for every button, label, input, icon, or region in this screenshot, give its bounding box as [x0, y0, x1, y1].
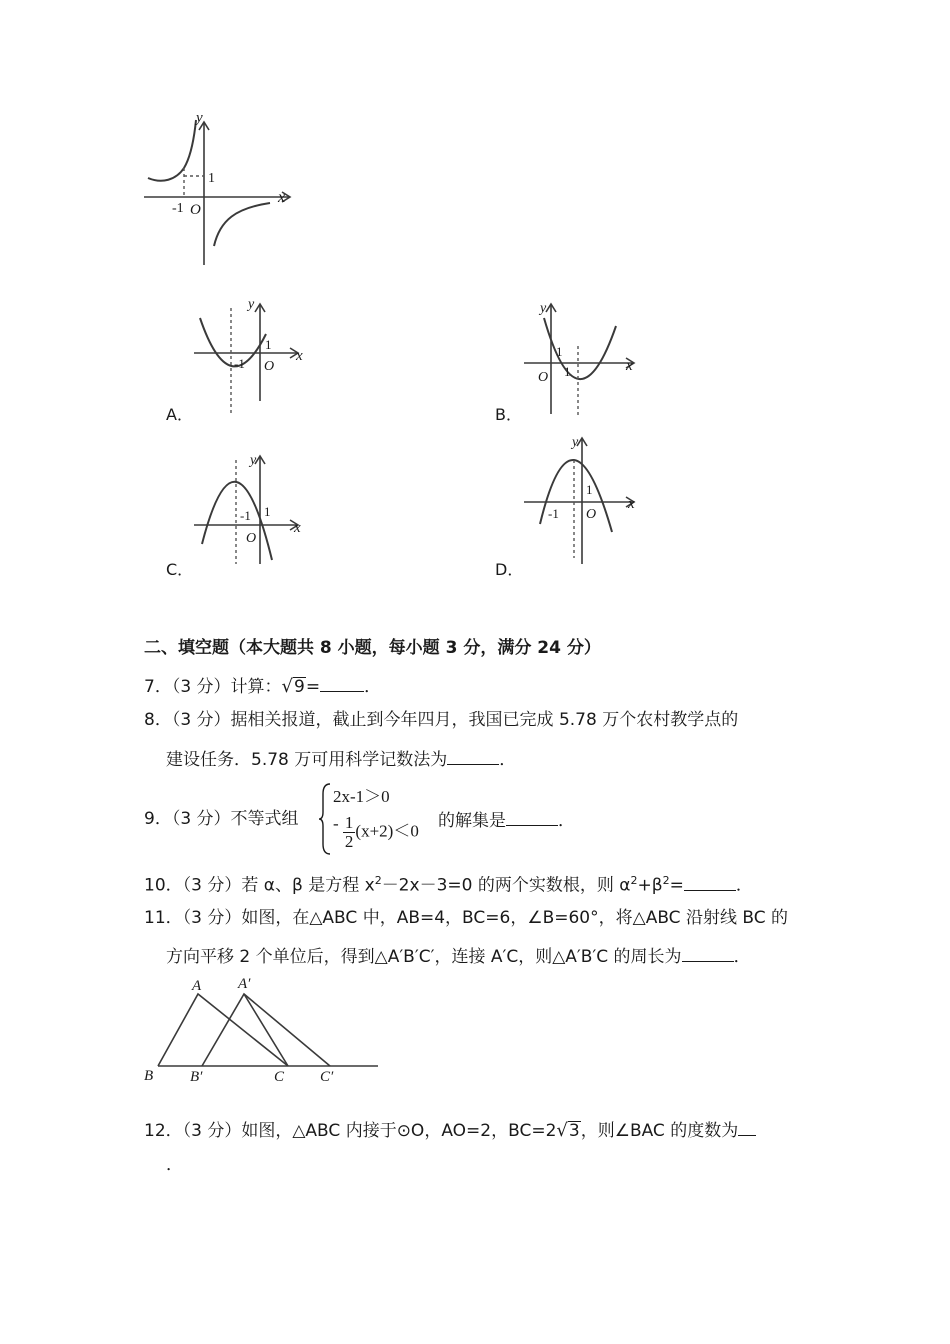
given-graph	[140, 110, 300, 270]
q11-triangle-figure	[140, 972, 385, 1090]
option-b-y-label: y	[540, 301, 547, 316]
q12-prefix: 12．（3 分）如图，△ABC 内接于⊙O，AO=2，BC=2	[144, 1121, 557, 1141]
q11-label-b: B	[144, 1068, 154, 1084]
q9-end: ．	[558, 811, 575, 831]
q10-answer-blank[interactable]	[684, 872, 736, 891]
q12-answer-blank[interactable]	[738, 1117, 756, 1136]
option-c-neg-one-label: -1	[240, 508, 251, 523]
question-11-line1: 11．（3 分）如图，在△ABC 中，AB=4，BC=6，∠B=60°，将△ABC 沿射线 BC 的	[144, 908, 788, 928]
option-d-x-label: x	[628, 496, 635, 512]
option-d-graph[interactable]	[520, 432, 650, 567]
option-b-one-label: 1	[556, 344, 563, 359]
option-b-one-x-label: 1	[564, 364, 571, 379]
q11-label-c: C	[274, 1069, 285, 1085]
option-d-label[interactable]: D．	[495, 560, 524, 579]
option-a-y-label: y	[248, 297, 255, 312]
q11-label-b-prime: B′	[190, 1069, 203, 1085]
section-heading: 二、填空题（本大题共 8 小题，每小题 3 分，满分 24 分）	[144, 638, 601, 658]
option-c-origin-label: O	[246, 531, 257, 546]
q11-end: ．	[733, 947, 751, 967]
question-12-end: ．	[166, 1155, 183, 1175]
q9-inequality-2	[333, 814, 419, 851]
q8-text: 建设任务．5.78 万可用科学记数法为	[166, 750, 448, 770]
q8-end: ．	[499, 750, 517, 770]
q12-radicand: 3	[568, 1121, 580, 1141]
q11-label-c-prime: C′	[320, 1069, 334, 1085]
question-9-suffix	[438, 807, 575, 833]
given-neg-one-label: -1	[172, 201, 184, 216]
sqrt-sign: √	[281, 676, 294, 697]
given-y-label: y	[196, 110, 203, 126]
option-a-origin-label: O	[264, 359, 275, 374]
q7-radicand: 9	[294, 677, 305, 697]
q9-answer-blank[interactable]	[506, 807, 558, 826]
q9-numerator: 1	[344, 813, 354, 832]
option-a-one-label: 1	[265, 337, 272, 352]
option-d-neg-one-label: -1	[548, 506, 559, 521]
question-7	[144, 673, 381, 699]
option-d-one-label: 1	[586, 482, 593, 497]
q9-inequality-1: 2x-1＞0	[333, 787, 390, 806]
option-c-graph[interactable]	[190, 452, 310, 567]
q10-exp-2: 2	[630, 874, 638, 887]
q11-label-a: A	[192, 978, 202, 994]
sqrt-sign: √	[556, 1120, 568, 1141]
q12-suffix: ，则∠BAC 的度数为	[580, 1121, 739, 1141]
option-b-origin-label: O	[538, 370, 549, 385]
question-8-line1: 8．（3 分）据相关报道，截止到今年四月，我国已完成 5.78 万个农村教学点的	[144, 710, 739, 730]
q9-suffix-text: 的解集是	[438, 811, 506, 831]
q7-end: ．	[364, 677, 382, 697]
q10-plus: +β	[637, 875, 663, 896]
q10-exp-1: 2	[374, 874, 382, 887]
q11-label-a-prime: A′	[238, 976, 251, 992]
q10-mid: －2x－3=0 的两个实数根，则 α	[381, 875, 631, 896]
q7-prefix: 7．（3 分）计算：	[144, 677, 282, 697]
option-b-graph[interactable]	[520, 296, 650, 416]
option-b-label[interactable]: B．	[495, 405, 522, 424]
q7-answer-blank[interactable]	[320, 673, 364, 692]
q9-denominator: 2	[344, 832, 354, 851]
q10-eq: =	[669, 875, 684, 896]
option-a-neg-one-label: -1	[234, 356, 245, 371]
given-origin-label: O	[190, 202, 201, 218]
question-10	[144, 869, 753, 898]
q9-fraction	[343, 814, 356, 851]
given-one-label: 1	[208, 171, 215, 186]
option-d-y-label: y	[572, 435, 579, 450]
q10-end: ．	[735, 875, 753, 896]
option-a-label[interactable]: A．	[166, 405, 193, 424]
q9-minus: -	[333, 814, 339, 833]
option-b-x-label: x	[626, 358, 633, 374]
q11-text: 方向平移 2 个单位后，得到△A′B′C′，连接 A′C，则△A′B′C 的周长为	[166, 947, 682, 967]
option-a-x-label: x	[296, 348, 303, 364]
q10-exp-3: 2	[662, 874, 670, 887]
q11-answer-blank[interactable]	[682, 943, 734, 962]
option-d-origin-label: O	[586, 507, 597, 522]
q8-answer-blank[interactable]	[447, 746, 499, 765]
option-a-graph[interactable]	[190, 296, 310, 416]
question-12	[144, 1117, 756, 1143]
option-c-x-label: x	[294, 520, 301, 536]
question-8-line2	[166, 746, 516, 772]
q7-suffix: =	[305, 677, 321, 697]
option-c-y-label: y	[250, 453, 257, 468]
option-c-one-label: 1	[264, 504, 271, 519]
question-9-prefix: 9．（3 分）不等式组	[144, 809, 299, 829]
q10-prefix: 10．（3 分）若 α、β 是方程 x	[144, 875, 375, 896]
given-x-label: x	[278, 189, 286, 206]
option-c-label[interactable]: C．	[166, 560, 194, 579]
q9-brace	[318, 782, 332, 856]
question-11-line2	[166, 943, 751, 969]
q9-inequality-2-rest: (x+2)＜0	[355, 821, 419, 841]
